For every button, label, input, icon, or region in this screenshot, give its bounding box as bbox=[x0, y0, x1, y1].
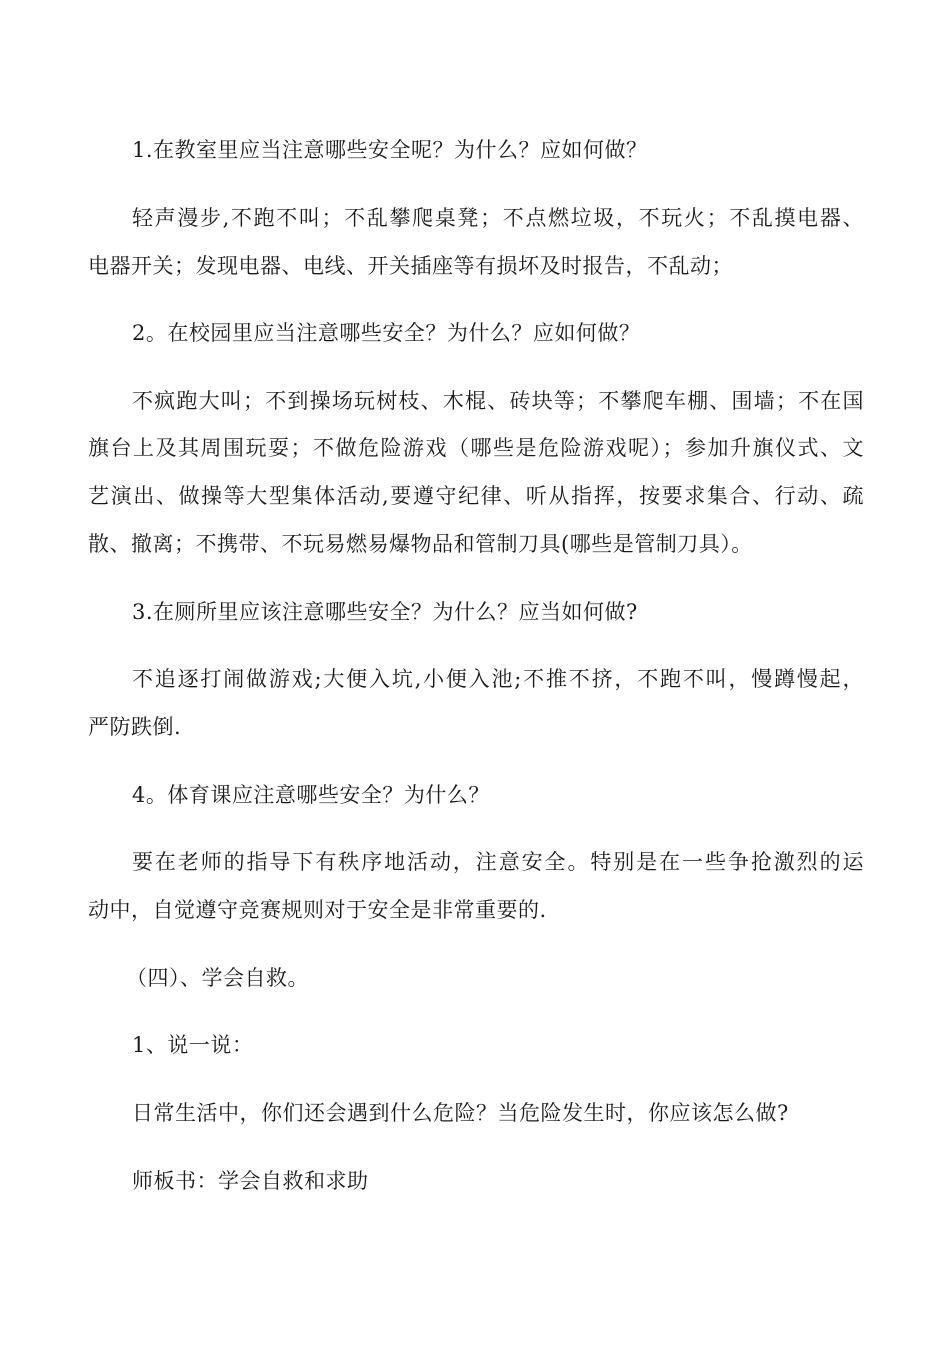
activity-heading: 1、说一说： bbox=[132, 1033, 254, 1057]
activity-prompt: 日常生活中，你们还会遇到什么危险？当危险发生时，你应该怎么做? bbox=[132, 1101, 789, 1125]
question-3-heading: 3.在厕所里应该注意哪些安全？为什么？应当如何做? bbox=[132, 600, 638, 624]
section-4-heading: （四）、学会自救。 bbox=[126, 966, 309, 990]
answer-2-line-1: 不疯跑大叫；不到操场玩树枝、木棍、砖块等；不攀爬车棚、围墙；不在国 bbox=[132, 389, 864, 413]
answer-2-line-3: 艺演出、做操等大型集体活动,要遵守纪律、听从指挥，按要求集合、行动、疏 bbox=[88, 484, 864, 508]
answer-4-line-2: 动中，自觉遵守竞赛规则对于安全是非常重要的. bbox=[88, 898, 547, 922]
question-1-heading: 1.在教室里应当注意哪些安全呢？为什么？应如何做？ bbox=[132, 138, 648, 162]
answer-2-line-4: 散、撤离；不携带、不玩易燃易爆物品和管制刀具(哪些是管制刀具）。 bbox=[88, 532, 753, 556]
teacher-board-note: 师板书：学会自救和求助 bbox=[132, 1169, 369, 1193]
answer-1-line-2: 电器开关；发现电器、电线、开关插座等有损坏及时报告，不乱动； bbox=[88, 254, 733, 278]
answer-4-line-1: 要在老师的指导下有秩序地活动，注意安全。特别是在一些争抢激烈的运 bbox=[132, 850, 864, 874]
answer-3-line-1: 不追逐打闹做游戏;大便入坑,小便入池;不推不挤，不跑不叫，慢蹲慢起， bbox=[132, 667, 864, 691]
question-2-heading: 2。在校园里应当注意哪些安全？为什么？应如何做？ bbox=[132, 321, 641, 345]
answer-1-line-1: 轻声漫步,不跑不叫；不乱攀爬桌凳；不点燃垃圾，不玩火；不乱摸电器、 bbox=[132, 206, 864, 230]
question-4-heading: 4。体育课应注意哪些安全？为什么？ bbox=[132, 783, 490, 807]
answer-3-line-2: 严防跌倒. bbox=[88, 715, 182, 739]
answer-2-line-2: 旗台上及其周围玩耍；不做危险游戏（哪些是危险游戏呢）；参加升旗仪式、文 bbox=[88, 436, 864, 460]
